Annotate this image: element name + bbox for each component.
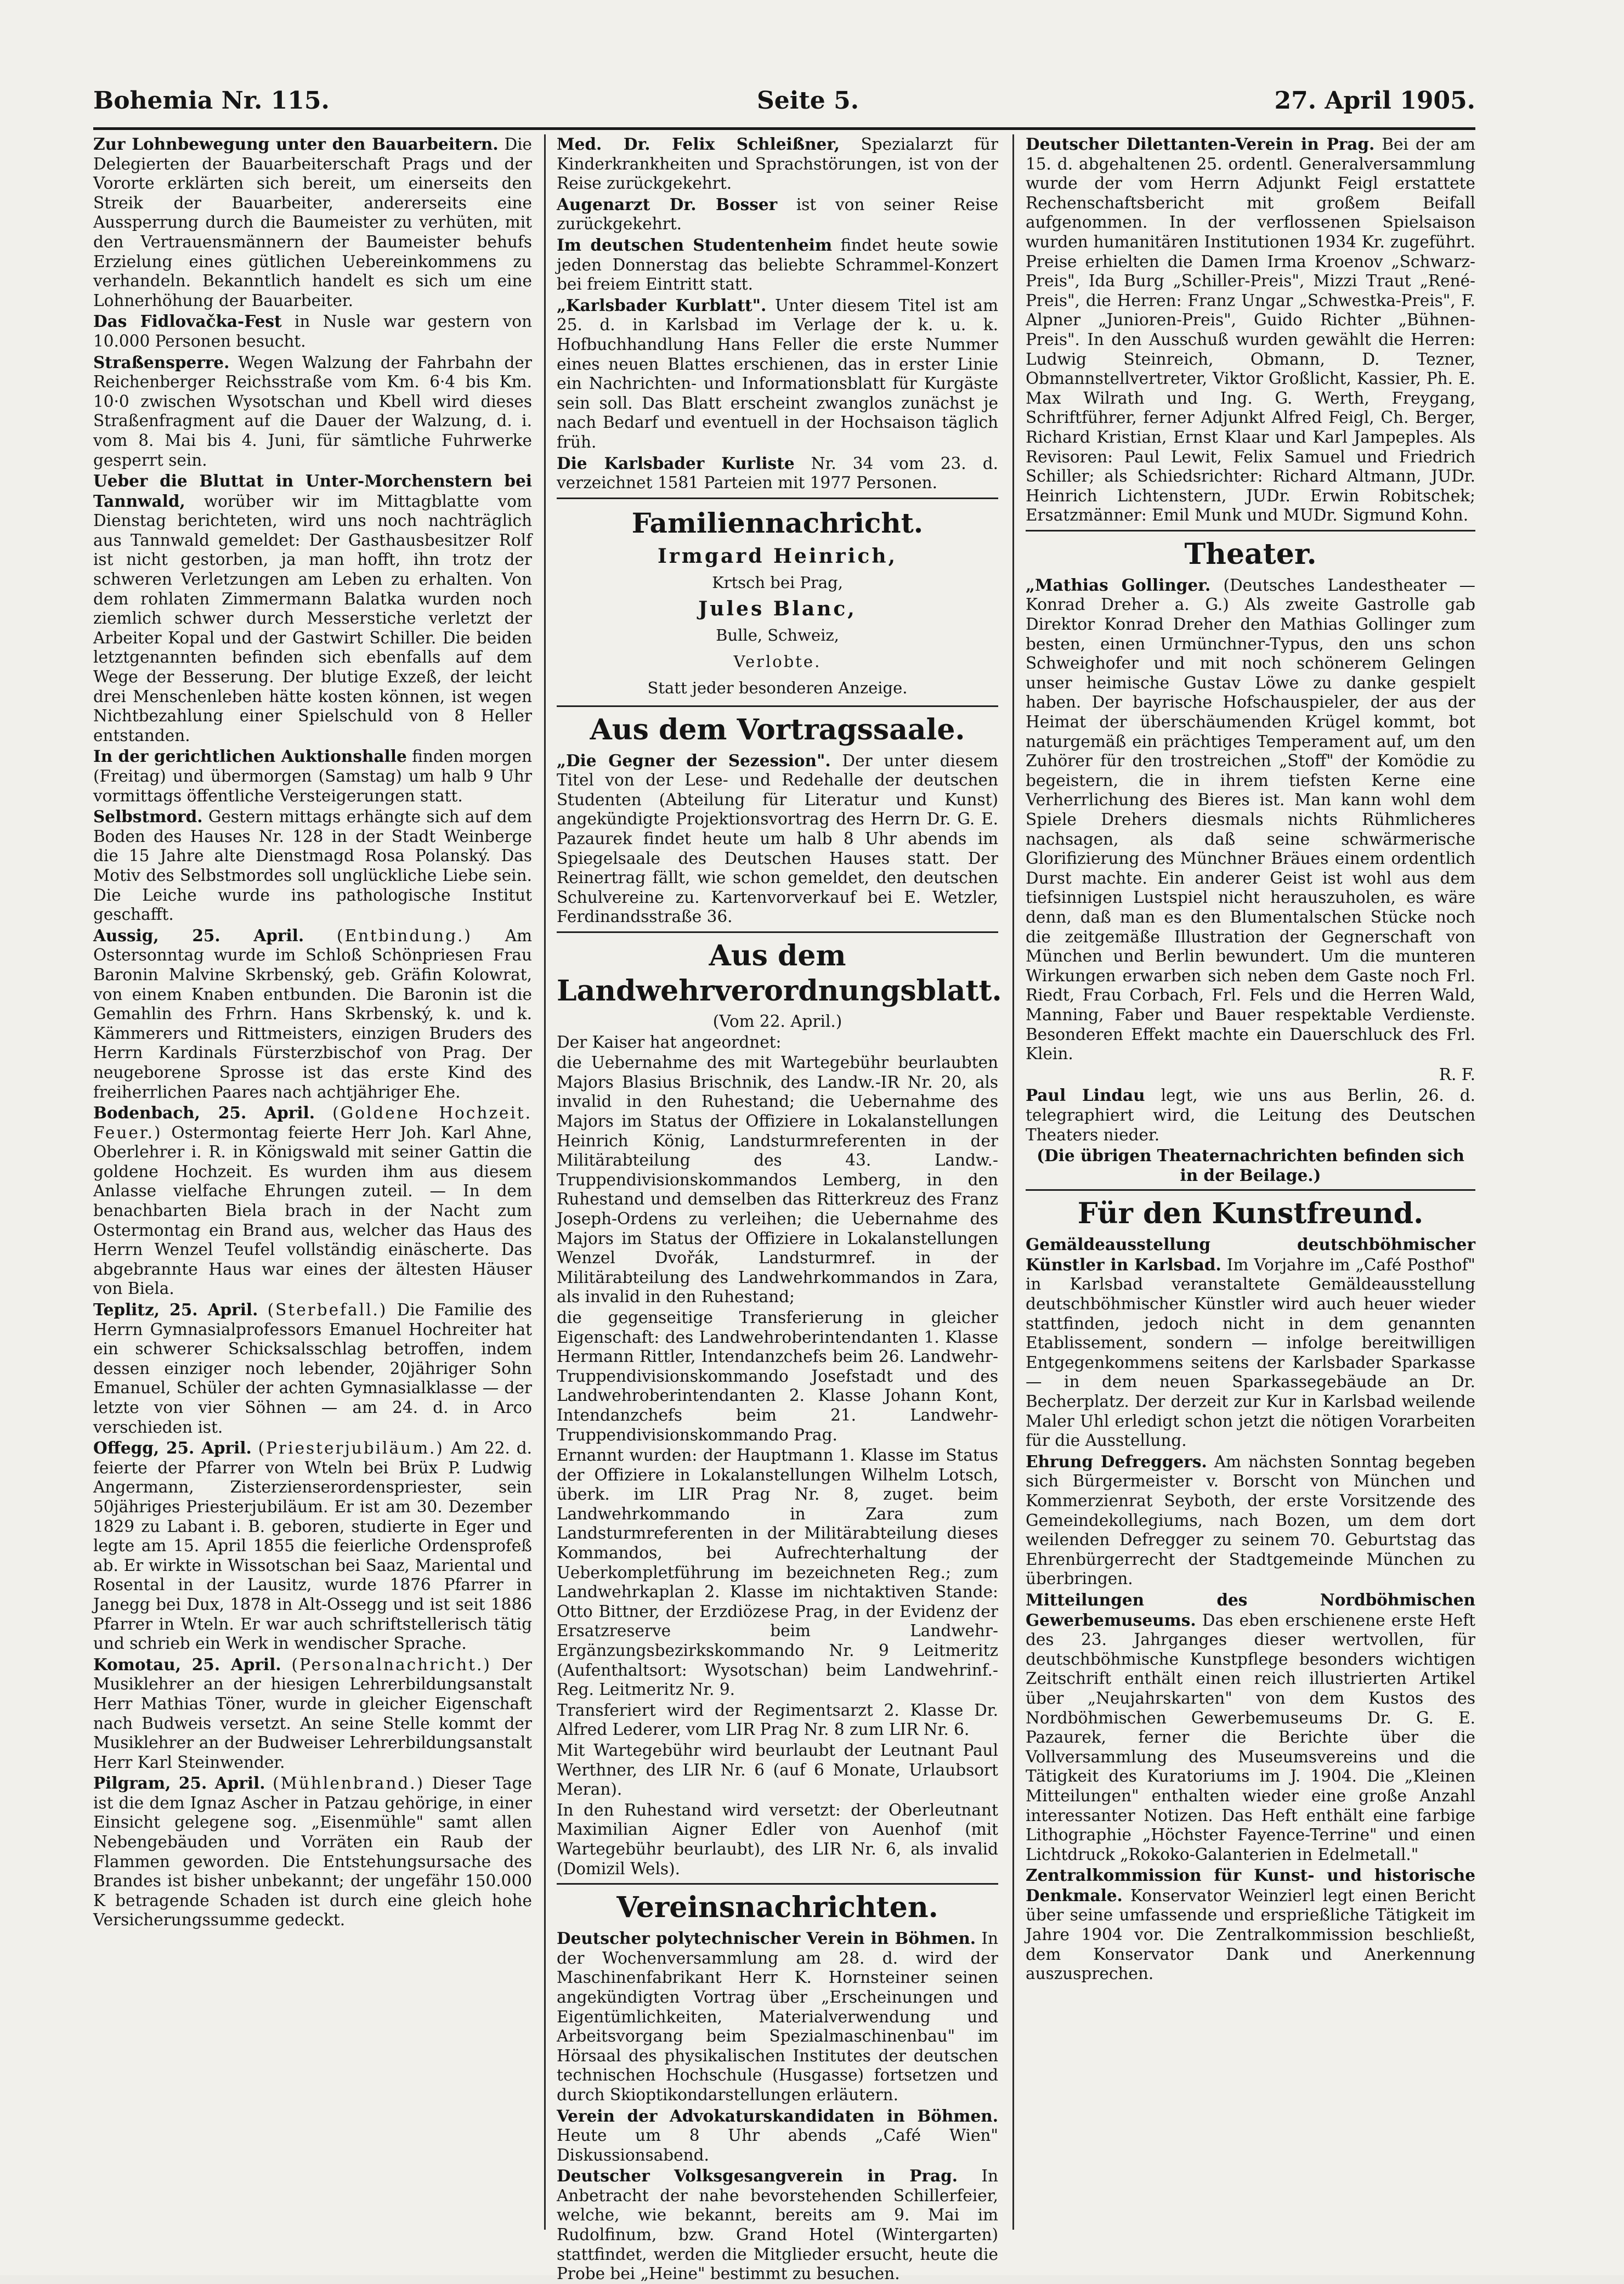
article: Teplitz, 25. April. (Sterbefall.) Die Familie des Herrn Gymnasialprofessors Emanuel Hochreiter hat ein schwerer Schicksalsschlag betroffen, indem dessen einziger noch lebender, 20jähriger Sohn Emanuel, Schüler der achten Gymnasialklasse — der letzte von vier Söhnen — am 24. d. in Arco verschieden ist. (93, 1300, 532, 1437)
article: Ueber die Bluttat in Unter-Morchenstern bei Tannwald, worüber wir im Mittagblatte vom Dienstag berichteten, wird uns noch nachträglich aus Tannwald gemeldet: Der Gasthausbesitzer Rolf ist nicht gestorben, ja man hofft, ihn trotz der schweren Verletzungen am Leben zu erhalten. Von dem rohlaten Zimmermann Balatka wurden noch ziemlich schwer durch Messerstiche verletzt der Arbeiter Kopal und der Gastwirt Schiller. Die beiden letztgenannten befinden sich ebenfalls auf dem Wege der Besserung. Der blutige Exzeß, der leicht drei Menschenleben hätte kosten können, ist wegen Nichtbezahlung einer Spielschuld von 8 Heller entstanden. (93, 471, 532, 745)
column-rule-2 (1012, 134, 1014, 2230)
section-title: Vereinsnachrichten. (616, 1891, 938, 1925)
article: In der gerichtlichen Auktionshalle finden morgen (Freitag) und übermorgen (Samstag) um halb 9 Uhr vormittags öffentliche Versteigerungen statt. (93, 747, 532, 805)
article: Das Fidlovačka-Fest in Nusle war gestern von 10.000 Personen besucht. (93, 312, 532, 350)
family-name: Jules Blanc, (698, 597, 857, 620)
article: Offegg, 25. April. (Priesterjubiläum.) Am 22. d. feierte der Pfarrer von Wteln bei Brüx P. Ludwig Angermann, Zisterzienserordenspriester, sein 50jähriges Priesterjubiläum. Er ist am 30. Dezember 1829 zu Labant i. B. geboren, studierte in Eger und legte am 15. April 1855 die feierliche Ordensprofeß ab. Er wirkte in Wissotschan bei Saaz, Mariental und Rosental in der Lausitz, wurde 1876 Pfarrer in Janegg bei Dux, 1878 in Alt-Ossegg und ist seit 1886 Pfarrer in Wteln. Er war auch schriftstellerisch tätig und schrieb ein Werk in wendischer Sprache. (93, 1438, 532, 1653)
article: Deutscher polytechnischer Verein in Böhmen. In der Wochenversammlung am 28. d. wird der Maschinenfabrikant Herr K. Hornsteiner seinen angekündigten Vortrag über „Erscheinungen und Eigentümlichkeiten, Materialverwendung und Arbeitsvorgang beim Spezialmaschinenbau" im Hörsaal des physikalischen Institutes der deutschen technischen Hochschule (Husgasse) fortsetzen und durch Skioptikondarstellungen erläutern. (557, 1929, 998, 2104)
family-status: Verlobte. (733, 652, 822, 671)
column-rule-1 (544, 134, 546, 2230)
article: Augenarzt Dr. Bosser ist von seiner Reise zurückgekehrt. (557, 194, 998, 234)
column-1 (93, 134, 532, 2235)
section-rule (557, 705, 998, 707)
section-rule (557, 1883, 998, 1885)
article: Bodenbach, 25. April. (Goldene Hochzeit. Feuer.) Ostermontag feierte Herr Joh. Karl Ahne, Oberlehrer i. R. in Königswald mit seiner Gattin die goldene Hochzeit. Es wurden ihm aus diesem Anlasse vielfache Ehrungen zuteil. — In dem benachbarten Biela brach in der Nacht zum Ostermontag ein Brand aus, welcher das Haus des Herrn Wenzel Teufel vollständig einäscherte. Das abgebrannte Haus war eines der ältesten Häuser von Biela. (93, 1103, 532, 1298)
section-title: Für den Kunstfreund. (1077, 1197, 1424, 1231)
article: die Uebernahme des mit Wartegebühr beurlaubten Majors Blasius Brischnik, des Landw.-IR Nr. 20, als invalid in den Ruhestand; die Uebernahme des Majors im Status der Offiziere in Lokalanstellungen Heinrich König, Landsturmreferenten in der Militärabteilung des 43. Landw.-Truppendivisionskommandos Lemberg, in den Ruhestand und demselben das Ritterkreuz des Franz Joseph-Ordens zu verleihen; die Uebernahme des Majors im Status der Offiziere in Lokalanstellungen Wenzel Dvořák, Landsturmref. in der Militärabteilung des Landwehrkommandos in Zara, als invalid in den Ruhestand; (557, 1053, 998, 1307)
article: Mit Wartegebühr wird beurlaubt der Leutnant Paul Werthner, des LIR Nr. 6 (auf 6 Monate, Urlaubsort Meran). (557, 1741, 998, 1799)
article: Straßensperre. Wegen Walzung der Fahrbahn der Reichenberger Reichsstraße vom Km. 6·4 bis Km. 10·0 zwischen Wysotschan und Kbell wird dieses Straßenfragment auf die Dauer der Walzung, d. i. vom 8. Mai bis 4. Juni, für sämtliche Fuhrwerke gesperrt sein. (93, 352, 532, 470)
article: „Mathias Gollinger. (Deutsches Landestheater — Konrad Dreher a. G.) Als zweite Gastrolle gab Direktor Konrad Dreher den Mathias Gollinger zum besten, einen Urmünchner-Typus, den uns schon Schweighofer und mit noch schönerem Gelingen unser heimische Gustav Löwe zu danke gespielt haben. Der bayrische Hofschauspieler, der aus der Heimat der überschäumenden Krügel kommt, bot naturgemäß ein prächtiges Temperament auf, um den Zuhörer für den trostreichen „Stoff" der Komödie zu begeistern, die in ihrem tiefsten Kerne eine Verherrlichung des Bieres ist. Man kann wohl dem Spiele Drehers diesmals nichts Rühmlicheres nachsagen, als daß seine schwärmerische Glorifizierung des Münchner Bräues einem ordentlich Durst machte. Ein anderer Geist ist wohl aus dem tiefsinnigen Lustspiel nicht herauszuholen, es wäre denn, daß man es den Blumentalschen Stücke noch die zeitgemäße Illustration der Gegnerschaft von München und Berlin bewundert. Um die munteren Wirkungen erwarben sich neben dem Gaste noch Frl. Riedt, Frau Corbach, Frl. Fels und die Herren Wald, Manning, Faber und Bauer respektable Verdienste. Besonderen Effekt machte ein Dauerschluck des Frl. Klein. (1026, 575, 1475, 1064)
article: Verein der Advokaturskandidaten in Böhmen. Heute um 8 Uhr abends „Café Wien" Diskussionsabend. (557, 2106, 998, 2164)
article: In den Ruhestand wird versetzt: der Oberleutnant Maximilian Aigner Edler von Auenhof (mit Wartegebühr beurlaubt), des LIR Nr. 6, als invalid (Domizil Wels). (557, 1800, 998, 1878)
note: (Die übrigen Theaternachrichten befinden sich in der Beilage.) (1037, 1146, 1464, 1185)
article: Deutscher Volksgesangverein in Prag. In Anbetracht der nahe bevorstehenden Schillerfeier, welche, wie bekannt, bereits am 9. Mai im Rudolfinum, bzw. Grand Hotel (Wintergarten) stattfindet, werden die Mitglieder ersucht, heute die Probe bei „Heine" bestimmt zu besuchen. (557, 2166, 998, 2283)
article: Gemäldeausstellung deutschböhmischer Künstler in Karlsbad. Im Vorjahre im „Café Posthof" in Karlsbad veranstaltete Gemäldeausstellung deutschböhmischer Künstler wird auch heuer wieder stattfinden, jedoch nicht in dem genannten Etablissement, sondern — infolge bereitwilligen Entgegenkommens seitens der Karlsbader Sparkasse — in dem neuen Sparkassegebäude an Dr. Becherplatz. Der derzeit zur Kur in Karlsbad weilende Maler Uhl erledigt schon jetzt die nötigen Vorarbeiten für die Ausstellung. (1026, 1235, 1475, 1450)
article: Transferiert wird der Regimentsarzt 2. Klasse Dr. Alfred Lederer, vom LIR Prag Nr. 8 zum LIR Nr. 6. (557, 1700, 998, 1739)
family-name: Irmgard Heinrich, (657, 544, 898, 568)
header-rule (93, 127, 1475, 130)
article: Komotau, 25. April. (Personalnachricht.) Der Musiklehrer an der hiesigen Lehrerbildungsanstalt Herr Mathias Töner, wurde in gleicher Eigenschaft nach Budweis versetzt. An seine Stelle kommt der Musiklehrer an der Budweiser Lehrerbildungsanstalt Herr Karl Steinwender. (93, 1654, 532, 1772)
article: Die Karlsbader Kurliste Nr. 34 vom 23. d. verzeichnet 1581 Parteien mit 1977 Personen. (557, 453, 998, 493)
family-notice-title: Familiennachricht. (631, 506, 924, 539)
section-title: Aus dem Landwehrverordnungsblatt. (557, 939, 1002, 1008)
article: Selbstmord. Gestern mittags erhängte sich auf dem Boden des Hauses Nr. 128 in der Stadt Weinberge die 15 Jahre alte Dienstmagd Rosa Polanský. Das Motiv des Selbstmordes soll unglückliche Liebe sein. Die Leiche wurde ins pathologische Institut geschafft. (93, 807, 532, 924)
article: Ernannt wurden: der Hauptmann 1. Klasse im Status der Offiziere in Lokalanstellungen Wilhelm Lotsch, überk. im LIR Prag Nr. 8, zuget. beim Landwehrkommando in Zara zum Landsturmreferenten in der Militärabteilung dieses Kommandos, bei Aufrechterhaltung der Ueberkompletführung im bezeichneten Reg.; zum Landwehrkaplan 2. Klasse im nichtaktiven Stande: Otto Bittner, der Erzdiözese Prag, in der Evidenz der Ersatzreserve beim Landwehr-Ergänzungsbezirkskommando Nr. 9 Leitmeritz (Aufenthaltsort: Wysotschan) beim Landwehrinf.-Reg. Leitmeritz Nr. 9. (557, 1446, 998, 1699)
article: Ehrung Defreggers. Am nächsten Sonntag begeben sich Bürgermeister v. Borscht von München und Kommerzienrat Seyboth, der erste Vorsitzende des Gemeindekollegiums, nach Bozen, um dem dort weilenden Defregger zu seinem 70. Geburtstag das Ehrenbürgerrecht der Stadtgemeinde München zu überbringen. (1026, 1451, 1475, 1588)
section-title: Theater. (1184, 537, 1317, 571)
article: Paul Lindau legt, wie uns aus Berlin, 26. d. telegraphiert wird, die Leitung des Deutschen Theaters nieder. (1026, 1086, 1475, 1144)
page-header (93, 87, 1475, 120)
issue-date: 27. April 1905. (1274, 87, 1475, 115)
masthead-issue: Bohemia Nr. 115. (93, 87, 330, 115)
article: Zur Lohnbewegung unter den Bauarbeitern. Die Delegierten der Bauarbeiterschaft Prags und der Vororte erklärten sich bereit, um einerseits den Streik der Bauarbeiter, andererseits eine Aussperrung durch die Baumeister zu verhüten, mit den Vertrauensmännern der Baumeister behufs Erzielung eines gütlichen Uebereinkommens zu verhandeln. Bekanntlich handelt es sich um eine Lohnerhöhung der Bauarbeiter. (93, 134, 532, 310)
section-rule (557, 497, 998, 499)
section-rule (1026, 1189, 1475, 1191)
article: Aussig, 25. April. (Entbindung.) Am Ostersonntag wurde im Schloß Schönpriesen Frau Baronin Malvine Skrbenský, geb. Gräfin Kolowrat, von einem Knaben entbunden. Die Baronin ist die Gemahlin des Frhrn. Hans Skrbenský, k. und k. Kämmerers und Rittmeisters, einzigen Bruders des Herrn Kardinals Fürsterzbischof von Prag. Der neugeborene Sprosse ist das erste Kind des freiherrlichen Paares nach achtjähriger Ehe. (93, 925, 532, 1101)
family-place: Bulle, Schweiz, (716, 625, 839, 645)
section-rule (1026, 530, 1475, 532)
column-3 (1026, 134, 1475, 2235)
article: Mitteilungen des Nordböhmischen Gewerbemuseums. Das eben erschienene erste Heft des 23. Jahrganges dieser wertvollen, für deutschböhmische Kunstpflege besonders wichtigen Zeitschrift enthält einen reich illustrierten Artikel über „Neujahrskarten" von dem Kustos des Nordböhmischen Gewerbemuseums Dr. G. E. Pazaurek, ferner die Berichte über die Vollversammlung des Museumsvereins und die Tätigkeit des Kuratoriums im J. 1904. Die „Kleinen Mitteilungen" enthalten wieder eine große Anzahl interessanter Notizen. Das Heft enthält eine farbige Lithographie „Höchster Fayence-Terrine" und einen Lichtdruck „Rokoko-Galanterien in Edelmetall." (1026, 1590, 1475, 1864)
article: Zentralkommission für Kunst- und historische Denkmale. Konservator Weinzierl legt einen Bericht über seine umfassende und ersprießliche Tätigkeit im Jahre 1904 vor. Die Zentralkommission beschließt, dem Konservator Dank und Anerkennung auszusprechen. (1026, 1865, 1475, 1983)
article: die gegenseitige Transferierung in gleicher Eigenschaft: des Landwehroberintendanten 1. Klasse Hermann Rittler, Intendanzchefs beim 26. Landwehr-Truppendivisionskommando Josefstadt und des Landwehroberintendanten 2. Klasse Johann Kont, Intendanzchefs beim 21. Landwehr-Truppendivisionskommando Prag. (557, 1308, 998, 1444)
article: „Die Gegner der Sezession". Der unter diesem Titel von der Lese- und Redehalle der deutschen Studenten (Abteilung für Literatur und Kunst) angekündigte Projektionsvortrag des Herrn Dr. G. E. Pazaurek findet heute um halb 8 Uhr abends im Spiegelsaale des Deutschen Hauses statt. Der Reinertrag fällt, wie schon gemeldet, den deutschen Schulvereine zu. Kartenvorverkauf bei E. Wetzler, Ferdinandsstraße 36. (557, 750, 998, 926)
column-2 (557, 134, 1002, 2283)
article: Deutscher Dilettanten-Verein in Prag. Bei der am 15. d. abgehaltenen 25. ordentl. Generalversammlung wurde der vom Herrn Adjunkt Feigl erstattete Rechenschaftsbericht mit großem Beifall aufgenommen. In der verflossenen Spielsaison wurden humanitären Institutionen 1934 Kr. zugeführt. Preise erhielten die Damen Irma Kroenov „Schwarz-Preis", Ida Burg „Schiller-Preis", Mizzi Traut „René-Preis", die Herren: Franz Ungar „Schwestka-Preis", F. Alpner „Junioren-Preis", Guido Richter „Bühnen-Preis". In den Ausschuß wurden gewählt die Herren: Ludwig Steinreich, Obmann, D. Tezner, Obmannstellvertreter, Viktor Großlicht, Kassier, Ph. E. Max Wilrath und Ing. G. Werth, Freygang, Schriftführer, ferner Adjunkt Alfred Feigl, Ch. Berger, Richard Kristian, Ernst Klaar und Karl Jampeples. Als Revisoren: Paul Lewit, Felix Samuel und Friedrich Schiller; als Schiedsrichter: Richard Altmann, JUDr. Heinrich Lichtenstern, JUDr. Erwin Robitschek; Ersatzmänner: Emil Munk und MUDr. Sigmund Kohn. (1026, 134, 1475, 525)
article: „Karlsbader Kurblatt". Unter diesem Titel ist am 25. d. in Karlsbad im Verlage der k. u. k. Hofbuchhandlung Hans Feller die erste Nummer eines neuen Blattes erschienen, das in erster Linie ein Nachrichten- und Informationsblatt für Kurgäste sein soll. Das Blatt erscheint zwanglos zunächst je nach Bedarf und eventuell in der Hochsaison täglich früh. (557, 295, 998, 451)
family-place: Krtsch bei Prag, (712, 573, 843, 592)
article: Med. Dr. Felix Schleißner, Spezialarzt für Kinderkrankheiten und Sprachstörungen, ist von der Reise zurückgekehrt. (557, 134, 998, 193)
section-title: Aus dem Vortragssaale. (590, 713, 965, 747)
article: Pilgram, 25. April. (Mühlenbrand.) Dieser Tage ist die dem Ignaz Ascher in Patzau gehörige, in einer Einsicht gelegene sog. „Eisenmühle" samt allen Nebengebäuden und Vorräten ein Raub der Flammen geworden. Die Entstehungsursache des Brandes ist bisher unbekannt; der ungefähr 150.000 K betragende Schaden ist durch eine gleich hohe Versicherungssumme gedeckt. (93, 1773, 532, 1930)
page-number: Seite 5. (757, 87, 859, 115)
article: Im deutschen Studentenheim findet heute sowie jeden Donnerstag das beliebte Schrammel-Konzert bei freiem Eintritt statt. (557, 235, 998, 294)
section-date: (Vom 22. April.) (712, 1012, 842, 1031)
family-notice (557, 504, 998, 701)
signature: R. F. (1439, 1065, 1475, 1084)
section-rule (557, 931, 998, 933)
family-note: Statt jeder besonderen Anzeige. (647, 678, 908, 697)
article-intro: Der Kaiser hat angeordnet: (557, 1032, 782, 1051)
